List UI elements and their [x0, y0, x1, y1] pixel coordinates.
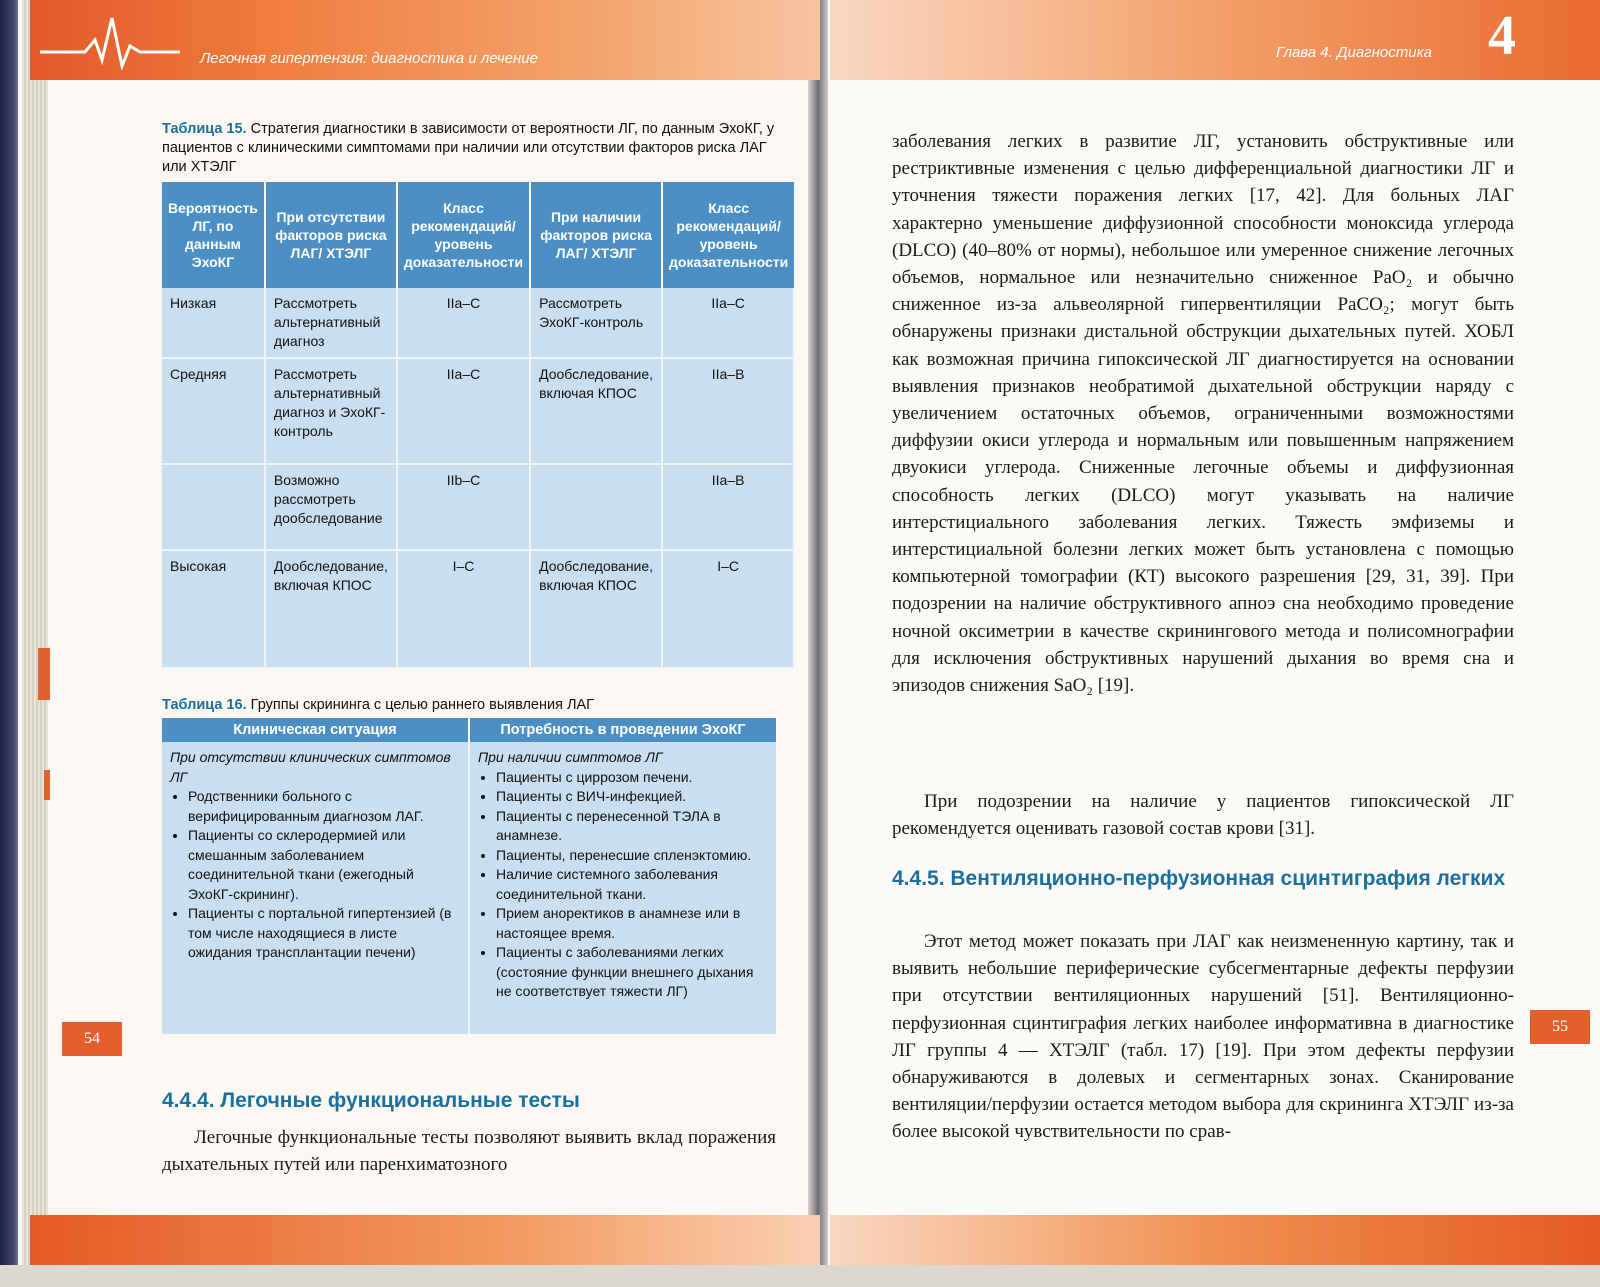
table-row — [162, 358, 794, 464]
table-cell — [469, 742, 776, 1034]
table15-label: Таблица 15. — [162, 121, 247, 137]
list-item: • Пациенты с ВИЧ-инфекцией. — [496, 787, 768, 807]
page-number-right: 55 — [1530, 1010, 1590, 1044]
table-row — [162, 288, 794, 358]
table15-caption — [162, 120, 776, 177]
right-paragraph-3: Этот метод может показать при ЛАГ как неизмененную картину, так и выявить небольшие периферические субсегментарные дефекты перфузии при отсутствии вентиляционных нарушений [51]. Вентиляционно-перфузионная сцинтиграфия легких наиболее информативна в диагностике ЛГ группы 4 — ХТЭЛГ (табл. 17) [19]. При этом дефекты перфузии обнаруживаются в долевых и сегментарных зонах. Сканирование вентиляции/перфузии остается методом выбора для скрининга ХТЭЛГ из-за более высокой чувствительности по срав- — [892, 931, 1514, 1143]
table-header-row — [162, 718, 776, 742]
table-cell — [530, 464, 662, 550]
table-row — [162, 742, 776, 1034]
section-444-text: Легочные функциональные тесты позволяют выявить вклад поражения дыхательных путей или паренхиматозного — [162, 1127, 776, 1176]
table16-caption-text: Группы скрининга с целью раннего выявления ЛАГ — [250, 697, 595, 713]
table-16 — [162, 718, 776, 1034]
table-row — [162, 550, 794, 668]
table-cell: IIa–B — [662, 464, 794, 550]
cell-subtitle: При отсутствии клинических симптомов ЛГ — [170, 749, 451, 785]
table-cell: IIa–B — [662, 358, 794, 464]
side-marker — [44, 770, 50, 800]
list-item: • Пациенты со склеродермией или смешанным заболеванием соединительной ткани (ежегодный ЭхоКГ-скрининг). — [188, 826, 460, 904]
right-running-head: Глава 4. Диагностика — [1276, 44, 1432, 61]
list-item: • Пациенты с заболеваниями легких (состояние функции внешнего дыхания не соответствует тяжести ЛГ) — [496, 943, 768, 1002]
table-cell: Рассмотреть альтернативный диагноз и ЭхоКГ-контроль — [265, 358, 397, 464]
list-item: • Пациенты с портальной гипертензией (в том числе находящиеся в листе ожидания трансплантации печени) — [188, 904, 460, 963]
bottom-edge — [0, 1265, 1600, 1287]
book-gutter — [808, 0, 828, 1287]
table-header-row — [162, 182, 794, 288]
column-header: Класс рекомендаций/ уровень доказательности — [397, 182, 530, 288]
column-header: При наличии факторов риска ЛАГ/ ХТЭЛГ — [530, 182, 662, 288]
column-header: Потребность в проведении ЭхоКГ — [469, 718, 776, 742]
left-running-head: Легочная гипертензия: диагностика и лечение — [200, 50, 538, 67]
list-item: • Родственники больного с верифицированным диагнозом ЛАГ. — [188, 787, 460, 826]
right-paragraph-2: При подозрении на наличие у пациентов гипоксической ЛГ рекомендуется оценивать газовой состав крови [31]. — [892, 791, 1514, 840]
page-edges — [22, 0, 48, 1287]
table-cell: IIb–C — [397, 464, 530, 550]
table-cell: I–C — [662, 550, 794, 668]
table-cell — [162, 464, 265, 550]
column-header: При отсутствии факторов риска ЛАГ/ ХТЭЛГ — [265, 182, 397, 288]
footer-bar-right — [830, 1215, 1600, 1265]
table-cell: Средняя — [162, 358, 265, 464]
table-cell: Дообследование, включая КПОС — [530, 550, 662, 668]
side-marker — [38, 648, 50, 700]
section-444-heading: 4.4.4. Легочные функциональные тесты — [162, 1089, 580, 1112]
table-cell: Возможно рассмотреть дообследование — [265, 464, 397, 550]
column-header: Вероятность ЛГ, по данным ЭхоКГ — [162, 182, 265, 288]
table-15 — [162, 182, 795, 669]
header-bar-right — [830, 0, 1600, 80]
list-item: • Прием аноректиков в анамнезе или в настоящее время. — [496, 904, 768, 943]
column-header: Класс рекомендаций/ уровень доказательности — [662, 182, 794, 288]
right-paragraph-1: заболевания легких в развитие ЛГ, установить обструктивные или рестриктивные изменения с целью дифференциальной диагностики ЛГ и уточнения тяжести поражения легких [17, 42]. Для больных ЛАГ характерно уменьшение диффузионной способности моноксида углерода (DLCO) (40–80% от нормы), небольшое или умеренное снижение легочных объемов, нормальное или незначительно сниженное PaO₂ и обычно сниженное из-за альвеолярной гипервентиляции PaCO₂; могут быть обнаружены признаки дистальной обструкции дыхательных путей. ХОБЛ как возможная причина гипоксической ЛГ диагностируется на основании выявления признаков необратимой дыхательной обструкции наряду с увеличением остаточных объемов, ограниченными возможностями диффузии окиси углерода и нормальным или повышенным напряжением двуокиси углерода. Сниженные легочные объемы и диффузионная способность легких (DLCO) могут указывать на наличие интерстициального заболевания легких. Тяжесть эмфиземы и интерстициальной болезни легких может быть установлена с помощью компьютерной томографии (КТ) высокого разрешения [29, 31, 39]. При подозрении на наличие обструктивного апноэ сна необходимо проведение ночной оксиметрии в качестве скринингового метода и полисомнографии для исключения обструктивных нарушений дыхания во время сна и эпизодов снижения SaO₂ [19]. — [892, 131, 1514, 697]
table-cell: Высокая — [162, 550, 265, 668]
heartbeat-icon — [40, 10, 180, 70]
footer-bar-left — [30, 1215, 820, 1265]
table-cell — [162, 742, 469, 1034]
list-item: • Пациенты, перенесшие спленэктомию. — [496, 846, 768, 866]
table-cell: Дообследование, включая КПОС — [530, 358, 662, 464]
table-cell: Рассмотреть альтернативный диагноз — [265, 288, 397, 358]
table16-caption — [162, 696, 776, 715]
table-row — [162, 464, 794, 550]
list-item: • Наличие системного заболевания соединительной ткани. — [496, 865, 768, 904]
table16-label: Таблица 16. — [162, 697, 247, 713]
section-445-heading: 4.4.5. Вентиляционно-перфузионная сцинтиграфия легких — [892, 867, 1506, 890]
page-number-left: 54 — [62, 1022, 122, 1056]
bullet-list — [170, 787, 460, 963]
table-cell: IIa–C — [662, 288, 794, 358]
table-cell: Дообследование, включая КПОС — [265, 550, 397, 668]
column-header: Клиническая ситуация — [162, 718, 469, 742]
bullet-list — [478, 768, 768, 1002]
table15-caption-text: Стратегия диагностики в зависимости от вероятности ЛГ, по данным ЭхоКГ, у пациентов с клиническими симптомами при наличии или отсутствии факторов риска ЛАГ или ХТЭЛГ — [162, 121, 775, 175]
list-item: • Пациенты с циррозом печени. — [496, 768, 768, 788]
list-item: • Пациенты с перенесенной ТЭЛА в анамнезе. — [496, 807, 768, 846]
chapter-number: 4 — [1488, 5, 1516, 67]
table-cell: IIa–C — [397, 288, 530, 358]
table-cell: I–C — [397, 550, 530, 668]
table-cell: Рассмотреть ЭхоКГ-контроль — [530, 288, 662, 358]
table-cell: IIa–C — [397, 358, 530, 464]
table-cell: Низкая — [162, 288, 265, 358]
cell-subtitle: При наличии симптомов ЛГ — [478, 749, 663, 765]
